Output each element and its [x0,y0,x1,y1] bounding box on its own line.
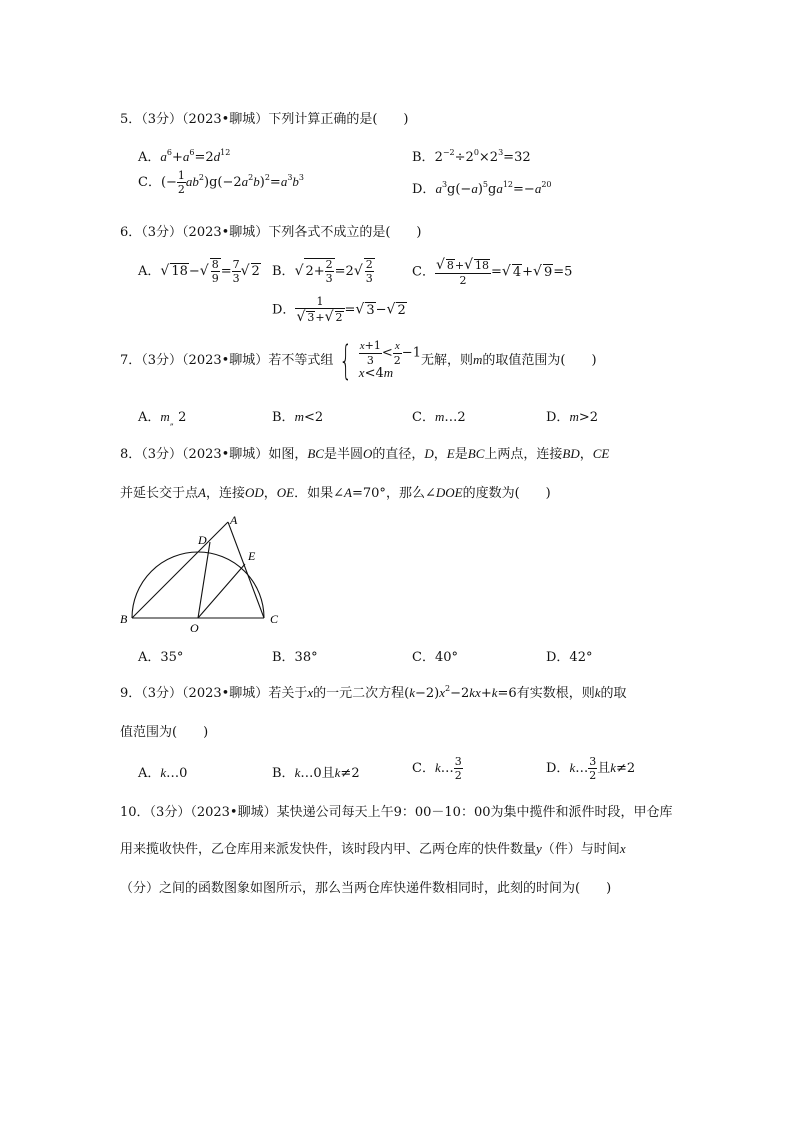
q8-option-d[interactable]: D．42° [546,650,593,665]
q5-option-c[interactable]: C．(− $\frac{1}{2}$ $ab^2)g(-2a^2b)^2=a^3b^3$ [138,169,305,196]
question-8-line-2: 并延长交于点A，连接OD，OE．如果∠A=70°，那么∠DOE的度数为( ) [120,485,551,501]
q8-option-c[interactable]: C．40° [412,650,458,665]
q8-option-a[interactable]: A．35° [138,650,184,665]
q6-option-c[interactable]: C． $\frac{√ 8+√ 18}{2}$ =√ 4+√ 9=5 [412,257,573,287]
q6-option-a[interactable]: A．√ 18−√ $\frac{8}{9}$ = $\frac{7}{3}$ √ 2 [138,258,260,285]
question-10-line-3: （分）之间的函数图象如图所示，那么当两仓库快递件数相同时，此刻的时间为( ) [120,881,612,896]
question-5-stem: 5．（3分）（2023•聊城）下列计算正确的是( ) [120,112,409,127]
question-6-stem: 6．（3分）（2023•聊城）下列各式不成立的是( ) [120,225,422,240]
q7-option-c[interactable]: C．m…2 [412,409,466,425]
q9-option-c[interactable]: C．k… $\frac{3}{2}$ [412,755,462,782]
q7-option-d[interactable]: D．m>2 [546,409,598,425]
label-a: A [230,513,238,527]
semicircle-arc [132,552,264,618]
q8-option-b[interactable]: B．38° [272,650,318,665]
question-9-line-2: 值范围为( ) [120,725,209,740]
label-e: E [248,549,256,563]
label-c: C [270,612,279,626]
label-b: B [120,612,128,626]
question-8-line-1: 8．（3分）（2023•聊城）如图，BC是半圆O的直径，D，E是BC上两点，连接BD，CE [120,446,610,462]
question-10-line-2: 用来揽收快件，乙仓库用来派发快件，该时段内甲、乙两仓库的快件数量y（件）与时间x [120,841,626,857]
q9-option-b[interactable]: B．k…0且k≠2 [272,765,360,781]
question-7-stem: 7．（3分）（2023•聊城）若不等式组 { $\frac{x+1}{3}$ < $\frac{x}{2}$ −1 x<4m 无解，则m的取值范围为( ) [120,337,597,384]
line-ba [132,522,228,618]
label-d: D [198,533,207,547]
q5-option-d[interactable]: D．$a^3g(-a)^5ga^{12}=-a^{20}$ [412,180,552,197]
q7-option-a[interactable]: A．$m_„$ 2 [138,409,187,427]
q8-semicircle-figure [112,510,297,635]
question-9-line-1: 9．（3分）（2023•聊城）若关于x的一元二次方程$(k-2)x^2-2kx+k=6$有实数根，则k的取 [120,684,627,701]
q9-option-d[interactable]: D．k… $\frac{3}{2}$ 且k≠2 [546,755,636,782]
q7-option-b[interactable]: B．m<2 [272,409,324,425]
label-o: O [190,621,199,635]
q5-option-b[interactable]: B．$2^{-2}\div 2^0\times 2^3=32$ [412,148,531,165]
line-ca [228,522,264,618]
q5-option-a[interactable]: A．$a^6+a^6=2d^{12}$ [138,148,231,165]
q6-option-b[interactable]: B．√ 2+ $\frac{2}{3}$ =2√ $\frac{2}{3}$ [272,258,373,285]
question-10-line-1: 10．（3分）（2023•聊城）某快递公司每天上午9：00－10：00为集中揽件和派件时段，甲仓库 [120,805,673,820]
q6-option-d[interactable]: D． $\frac{1}{√ 3+√ 2}$ =√ 3−√ 2 [272,295,406,325]
q9-option-a[interactable]: A．k…0 [138,765,188,781]
